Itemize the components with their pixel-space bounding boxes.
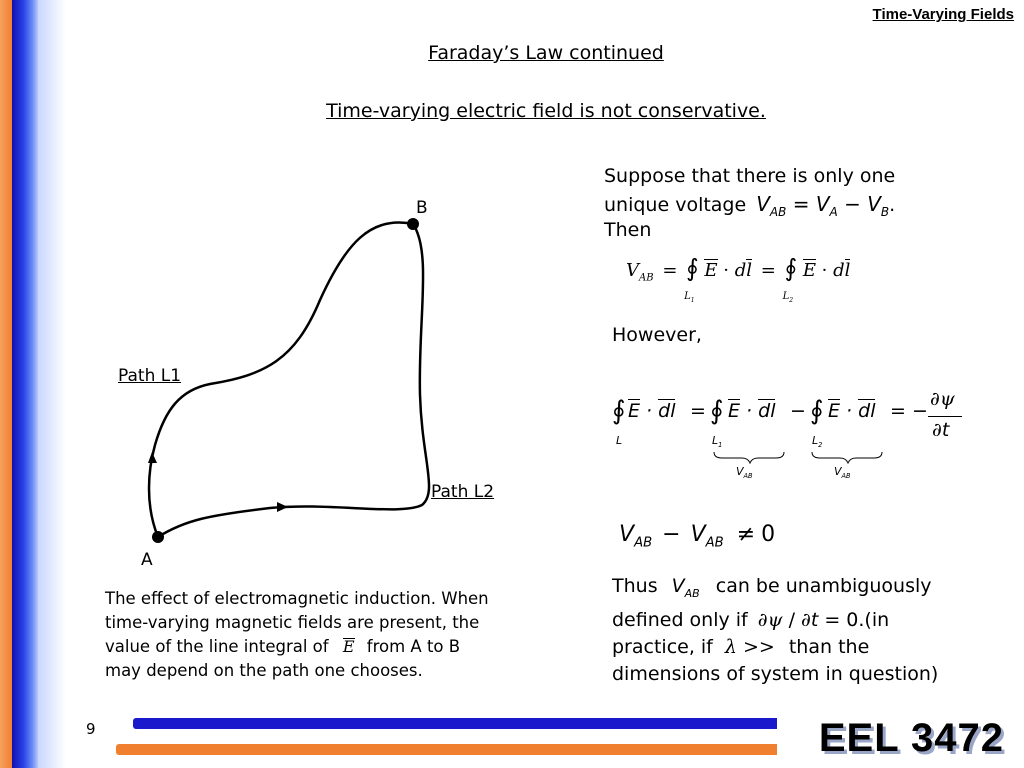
thus-line-1: Thus $V_{AB}$ can be unambiguously bbox=[612, 575, 932, 600]
caption-line-1: The effect of electromagnetic induction. When bbox=[105, 589, 489, 608]
caption-line-2: time-varying magnetic fields are present, the bbox=[105, 613, 480, 632]
path-l1-label: Path L1 bbox=[118, 366, 182, 386]
point-a-dot bbox=[152, 531, 164, 543]
path-l1-arrow bbox=[148, 452, 157, 463]
caption-line-4: may depend on the path one chooses. bbox=[105, 661, 423, 680]
caption bbox=[105, 587, 489, 683]
suppose-line-1: Suppose that there is only one bbox=[604, 165, 896, 187]
page-number: 9 bbox=[86, 720, 96, 738]
unique-voltage-text: unique voltage bbox=[604, 194, 747, 216]
slide-title: Faraday’s Law continued bbox=[428, 42, 664, 64]
caption-line-3 bbox=[105, 635, 489, 659]
than-the-text: than the bbox=[788, 635, 870, 658]
path-integral-equation: $V_{AB}$ = ∮ $L_1$ E · dl = ∮ $L_2$ E · dl bbox=[626, 254, 851, 304]
inequality-zero: 0 bbox=[761, 522, 776, 547]
practice-text: practice, if bbox=[612, 635, 713, 658]
path-l2-arrow bbox=[277, 502, 288, 512]
thus-word: Thus bbox=[612, 575, 658, 597]
point-a-label: A bbox=[141, 550, 153, 570]
thus-line-2: defined only if ∂ψ / ∂t = 0.(in bbox=[612, 608, 890, 631]
path-l1-curve bbox=[149, 222, 413, 537]
path-l2-curve bbox=[158, 224, 429, 537]
point-b-label: B bbox=[416, 198, 428, 218]
thus-line-3: practice, if λ >> than the bbox=[612, 635, 870, 658]
dimensions-text: dimensions of system in question) bbox=[612, 662, 939, 685]
header-topic: Time-Varying Fields bbox=[872, 6, 1014, 23]
caption-line-3a: value of the line integral of bbox=[105, 637, 329, 656]
point-b-dot bbox=[407, 218, 419, 230]
vab-definition-formula: $V_{AB} = V_A - V_B$ bbox=[756, 192, 890, 219]
course-code: EEL 3472 bbox=[818, 716, 1004, 760]
defined-zero: 0 bbox=[846, 608, 859, 631]
caption-line-3b: from A to B bbox=[366, 637, 461, 656]
thus-paragraph bbox=[612, 573, 938, 688]
path-l2-label: Path L2 bbox=[431, 482, 495, 502]
suppose-line-2 bbox=[604, 192, 895, 219]
caption-e-symbol: E bbox=[342, 637, 355, 656]
inequality-formula: $V_{AB} - V_{AB} \ne 0$ bbox=[619, 522, 776, 551]
in-paren-text: .(in bbox=[858, 608, 890, 631]
defined-text: defined only if bbox=[612, 608, 748, 631]
then-text: Then bbox=[604, 219, 652, 241]
slide-subtitle: Time-varying electric field is not conservative. bbox=[326, 100, 766, 122]
thus-rest: can be unambiguously bbox=[715, 575, 932, 597]
closed-loop-equation: ∮ L E · dl = ∮ $L_1$ E · dl − ∮ $L_2$ E · dl = − ∂ψ ∂t $V_{AB}$ $V_{AB}$ bbox=[612, 396, 972, 486]
footer-orange-bar bbox=[116, 744, 777, 755]
suppose-period: . bbox=[889, 194, 896, 216]
however-text: However, bbox=[612, 324, 702, 346]
footer-blue-bar bbox=[133, 718, 777, 729]
